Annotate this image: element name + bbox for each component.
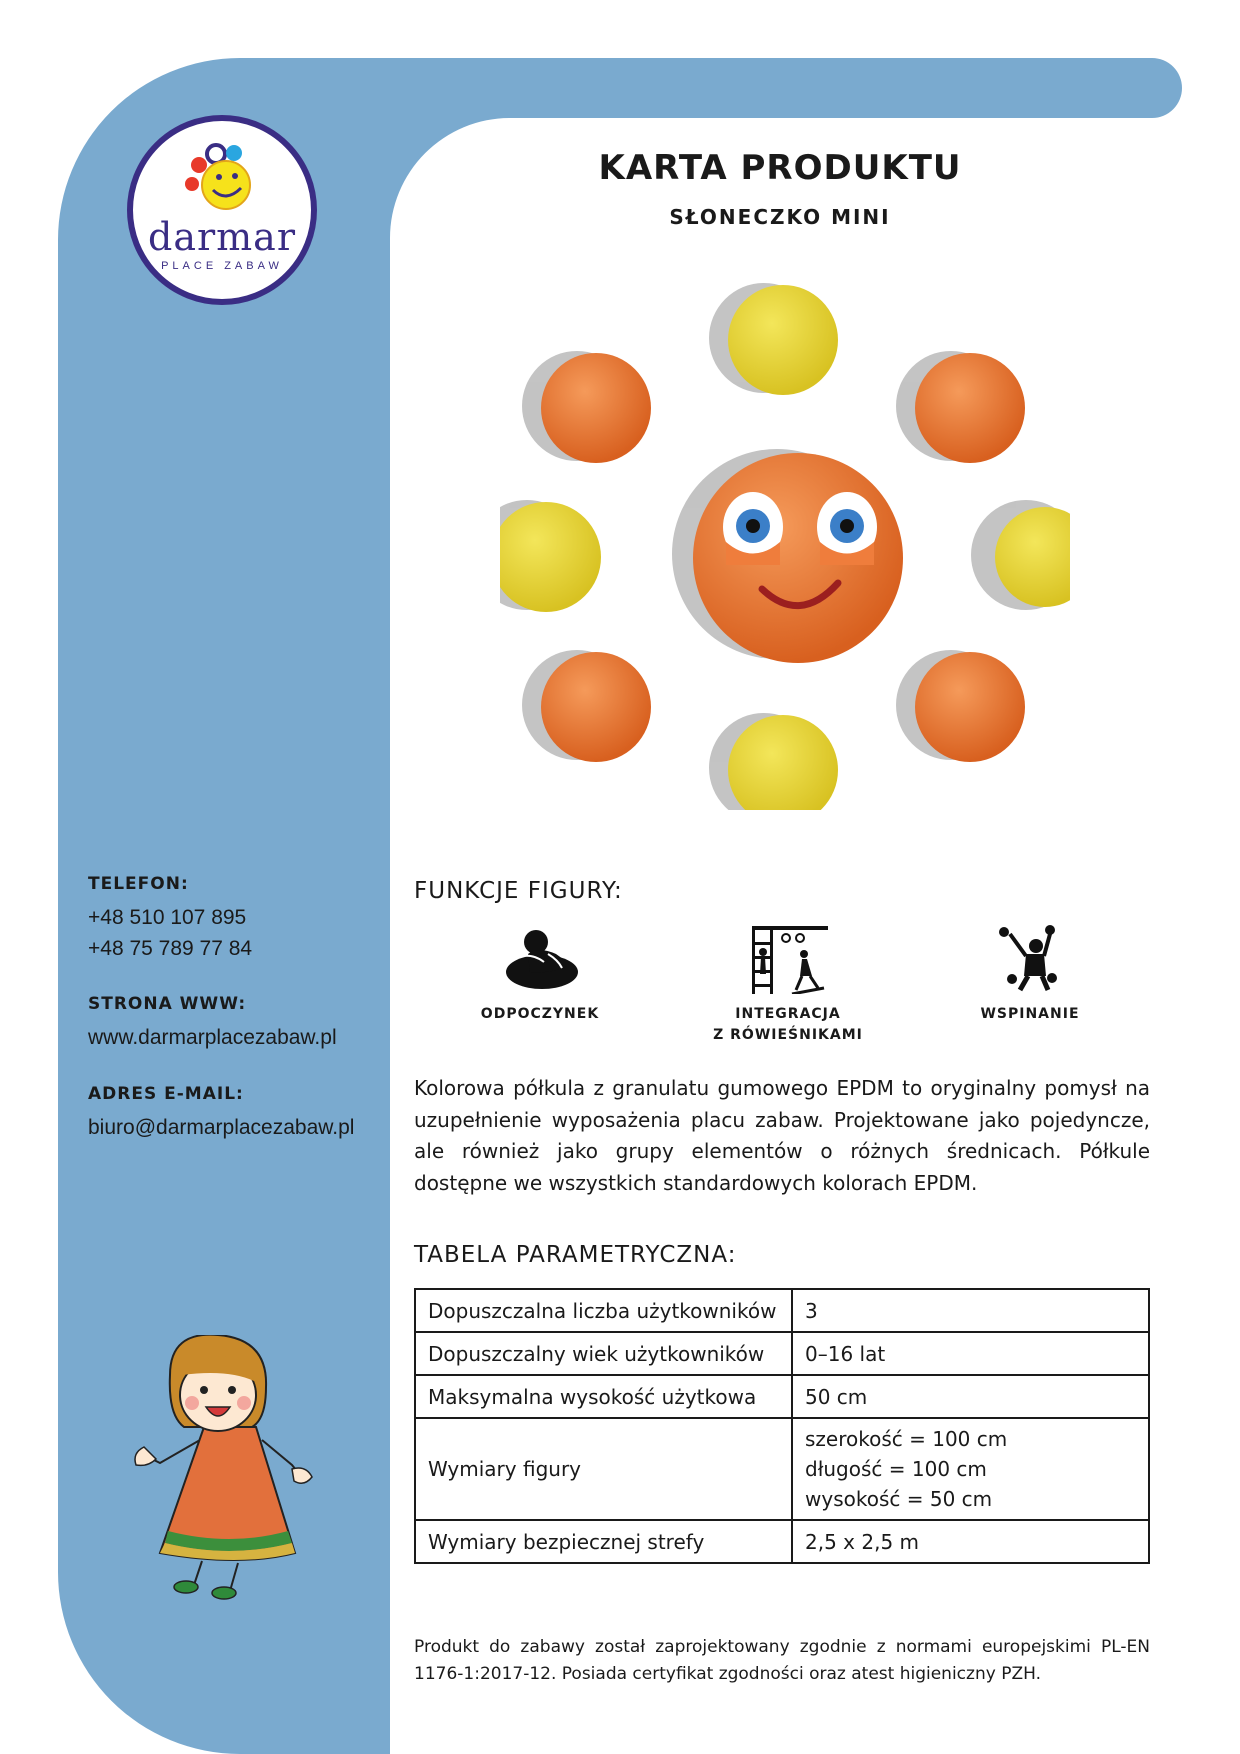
ball-yellow-left	[500, 502, 601, 612]
table-row	[415, 1375, 1149, 1418]
function-label: WSPINANIE	[980, 1006, 1080, 1022]
param-value: 2,5 x 2,5 m	[792, 1520, 1149, 1563]
table-row	[415, 1289, 1149, 1332]
functions-heading: FUNKCJE FIGURY:	[414, 878, 623, 904]
param-name: Maksymalna wysokość użytkowa	[415, 1375, 792, 1418]
smiley-logo-icon	[183, 143, 263, 218]
climbing-icon	[990, 924, 1070, 994]
dimension-width: szerokość = 100 cm	[805, 1427, 1008, 1451]
phone-section	[88, 874, 252, 964]
table-row	[415, 1520, 1149, 1563]
function-integration	[698, 924, 878, 1046]
www-label: STRONA WWW:	[88, 994, 247, 1014]
brand-name: darmar	[148, 215, 296, 259]
product-name: SŁONECZKO MINI	[669, 205, 891, 229]
phone-number[interactable]: +48 75 789 77 84	[88, 937, 253, 960]
website-link[interactable]: www.darmarplacezabaw.pl	[88, 1026, 337, 1049]
function-label: ODPOCZYNEK	[480, 1006, 600, 1022]
email-label: ADRES E-MAIL:	[88, 1084, 244, 1104]
email-section	[88, 1084, 354, 1143]
param-name: Wymiary bezpiecznej strefy	[415, 1520, 792, 1563]
param-name: Dopuszczalny wiek użytkowników	[415, 1332, 792, 1375]
param-value: 3	[792, 1289, 1149, 1332]
email-link[interactable]: biuro@darmarplacezabaw.pl	[88, 1116, 355, 1139]
param-value: 0–16 lat	[792, 1332, 1149, 1375]
param-value: 50 cm	[792, 1375, 1149, 1418]
product-description: Kolorowa półkula z granulatu gumowego EPDM to oryginalny pomysł na uzupełnienie wyposażenia placu zabaw. Projektowane jako pojedyncze, ale również jako grupy elementów o różnych średnicach. Półkule dostępne we wszystkich standardowych kolorach EPDM.	[414, 1076, 1150, 1195]
ball-orange-bottom-right	[915, 652, 1025, 762]
param-name: Dopuszczalna liczba użytkowników	[415, 1289, 792, 1332]
ball-orange-bottom-left	[541, 652, 651, 762]
function-rest	[460, 924, 620, 1025]
table-row	[415, 1332, 1149, 1375]
phone-label: TELEFON:	[88, 874, 189, 894]
dimension-height: wysokość = 50 cm	[805, 1487, 993, 1511]
ball-orange-top-right	[915, 353, 1025, 463]
integration-icon	[748, 924, 828, 994]
param-value	[792, 1418, 1149, 1520]
phone-number[interactable]: +48 510 107 895	[88, 906, 247, 929]
brand-logo[interactable]	[127, 115, 317, 305]
www-section	[88, 994, 337, 1053]
product-image	[500, 280, 1070, 810]
dimension-length: długość = 100 cm	[805, 1457, 987, 1481]
certification-note: Produkt do zabawy został zaprojektowany zgodnie z normami europejskimi PL-EN 1176-1:2017-12. Posiada certyfikat zgodności oraz atest higieniczny PZH.	[414, 1637, 1150, 1684]
rest-icon	[500, 924, 580, 994]
girl-illustration	[120, 1335, 320, 1605]
page-title: KARTA PRODUKTU	[598, 148, 962, 188]
table-row	[415, 1418, 1149, 1520]
function-climbing	[950, 924, 1110, 1025]
table-heading: TABELA PARAMETRYCZNA:	[414, 1242, 737, 1268]
ball-orange-top-left	[541, 353, 651, 463]
function-label-line2: Z RÓWIEŚNIKAMI	[713, 1027, 863, 1043]
function-label-line1: INTEGRACJA	[735, 1006, 841, 1022]
param-name: Wymiary figury	[415, 1418, 792, 1520]
ball-yellow-top	[728, 285, 838, 395]
sun-face	[693, 453, 903, 663]
parameters-table	[414, 1288, 1150, 1564]
brand-tagline: PLACE ZABAW	[161, 260, 283, 272]
